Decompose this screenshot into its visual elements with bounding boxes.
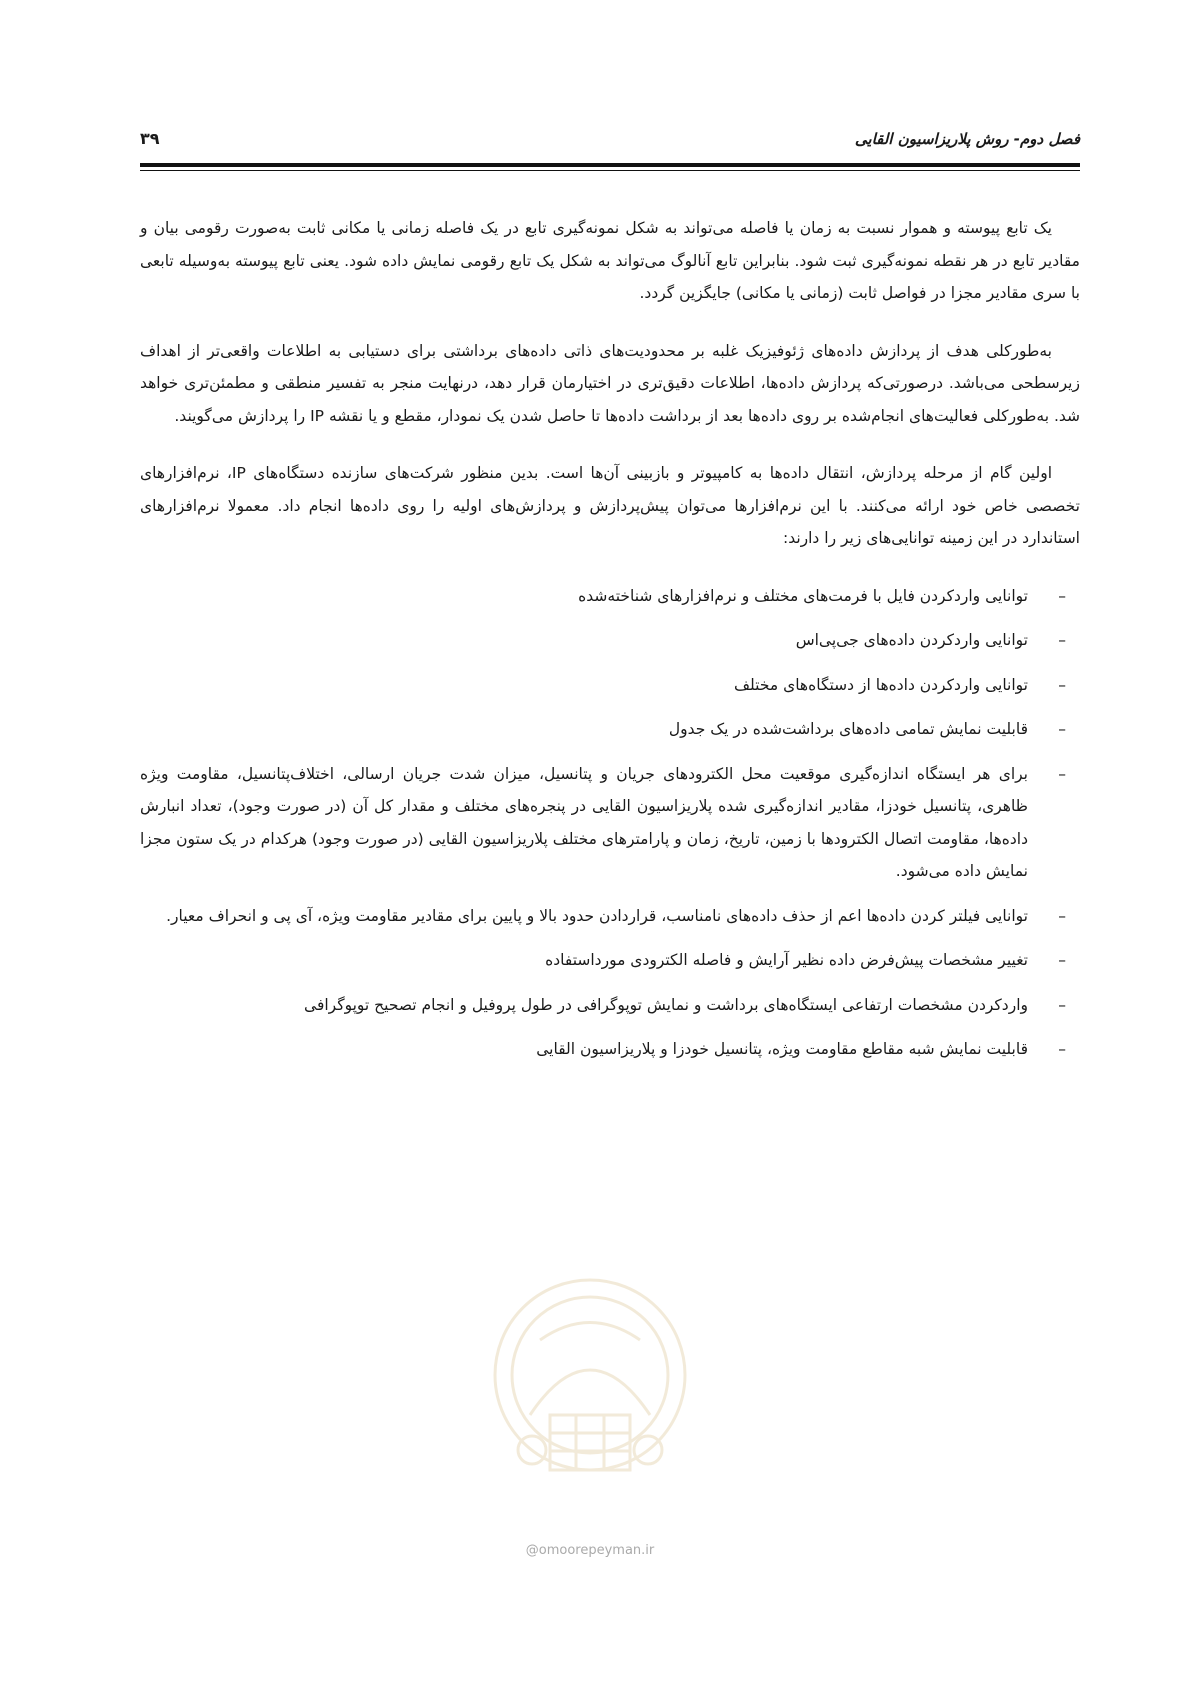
bullet-dash: – bbox=[1058, 995, 1066, 1014]
list-item-text: واردکردن مشخصات ارتفاعی ایستگاه‌های برداشت و نمایش توپوگرافی در طول پروفیل و انجام تصحیح توپوگرافی bbox=[304, 995, 1028, 1014]
header-rule-thin bbox=[140, 170, 1080, 171]
list-item bbox=[140, 1033, 1066, 1066]
body-text bbox=[140, 212, 1080, 1078]
list-item-text: توانایی واردکردن داده‌ها از دستگاه‌های مختلف bbox=[733, 675, 1028, 694]
header-rule-thick bbox=[140, 163, 1080, 167]
bullet-dash: – bbox=[1058, 764, 1066, 783]
watermark-caption: @omoorepeyman.ir bbox=[525, 1543, 655, 1558]
page-number: ۳۹ bbox=[140, 129, 160, 148]
list-item bbox=[140, 669, 1066, 702]
list-item-text: تغییر مشخصات پیش‌فرض داده نظیر آرایش و فاصله الکترودی مورداستفاده bbox=[545, 951, 1028, 969]
watermark-logo-icon bbox=[480, 1265, 700, 1515]
list-item-text: توانایی واردکردن داده‌های جی‌پی‌اس bbox=[795, 631, 1028, 649]
bullet-dash: – bbox=[1058, 720, 1066, 738]
bullet-dash: – bbox=[1058, 906, 1066, 925]
bullet-dash: – bbox=[1058, 586, 1066, 605]
paragraph-3: اولین گام از مرحله پردازش، انتقال داده‌ها به کامپیوتر و بازبینی آن‌ها است. بدین منظور شرکت‌های سازنده دستگاه‌های IP، نرم‌افزارهای تخصصی خاص خود ارائه می‌کنند. با این نرم‌افزارها می‌توان پیش‌پردازش و پردازش‌های اولیه را روی داده‌ها انجام داد. معمولا نرم‌افزارهای استاندارد در این زمینه توانایی‌های زیر را دارند: bbox=[140, 464, 1080, 547]
list-item bbox=[140, 900, 1066, 933]
page-header bbox=[140, 126, 1080, 152]
list-item bbox=[140, 580, 1066, 613]
list-item bbox=[140, 624, 1066, 657]
chapter-title: فصل دوم- روش پلاریزاسیون القایی bbox=[854, 130, 1080, 148]
bullet-dash: – bbox=[1058, 675, 1066, 694]
bullet-dash: – bbox=[1058, 951, 1066, 969]
paragraph-2: به‌طورکلی هدف از پردازش داده‌های ژئوفیزیک غلبه بر محدودیت‌های ذاتی داده‌های برداشتی برای دستیابی به اطلاعات واقعی‌تر از اهداف زیرسطحی می‌باشد. درصورتی‌که پردازش داده‌ها، اطلاعات دقیق‌تری در اختیارمان قرار دهد، درنهایت منجر به تفسیر منطقی و مطمئن‌تری خواهد شد. به‌طورکلی فعالیت‌های انجام‌شده بر روی داده‌ها بعد از برداشت داده‌ها تا حاصل شدن یک نمودار، مقطع و یا نقشه IP را پردازش می‌گویند. bbox=[140, 341, 1080, 425]
bullet-dash: – bbox=[1058, 631, 1066, 649]
list-item bbox=[140, 944, 1066, 977]
list-item-text: برای هر ایستگاه اندازه‌گیری موقعیت محل الکترودهای جریان و پتانسیل، میزان شدت جریان ارسالی، اختلاف‌پتانسیل، مقاومت ویژه ظاهری، پتانسیل خودزا، مقادیر اندازه‌گیری شده پلاریزاسیون القایی در پنجره‌های مختلف و مقدار کل آن (در صورت وجود)، تعداد انبارش داده‌ها، مقاومت اتصال الکترودها با زمین، تاریخ، زمان و پارامترهای مختلف پلاریزاسیون القایی (در صورت وجود) هرکدام در یک ستون مجزا نمایش داده می‌شود. bbox=[140, 764, 1028, 880]
list-item-text: توانایی فیلتر کردن داده‌ها اعم از حذف داده‌های نامناسب، قراردادن حدود بالا و پایین برای مقادیر مقاومت ویژه، آی پی و انحراف معیار. bbox=[166, 906, 1028, 925]
list-item-text: قابلیت نمایش تمامی داده‌های برداشت‌شده در یک جدول bbox=[668, 720, 1028, 738]
list-item bbox=[140, 989, 1066, 1022]
list-item-text: قابلیت نمایش شبه مقاطع مقاومت ویژه، پتانسیل خودزا و پلاریزاسیون القایی bbox=[536, 1040, 1028, 1058]
bullet-dash: – bbox=[1058, 1040, 1066, 1058]
list-item bbox=[140, 713, 1066, 746]
list-item bbox=[140, 758, 1066, 888]
paragraph-1: یک تابع پیوسته و هموار نسبت به زمان یا فاصله می‌تواند به شکل نمونه‌گیری تابع در یک فاصله زمانی یا مکانی ثابت به‌صورت رقومی بیان و مقادیر تابع در هر نقطه نمونه‌گیری ثبت شود. بنابراین تابع آنالوگ می‌تواند به شکل یک تابع رقومی نمایش داده شود. یعنی تابع پیوسته به‌وسیله تابعی با سری مقادیر مجزا در فواصل ثابت (زمانی یا مکانی) جایگزین گردد. bbox=[140, 219, 1080, 302]
list-item-text: توانایی واردکردن فایل با فرمت‌های مختلف و نرم‌افزارهای شناخته‌شده bbox=[578, 586, 1028, 605]
capabilities-list bbox=[140, 580, 1080, 1066]
